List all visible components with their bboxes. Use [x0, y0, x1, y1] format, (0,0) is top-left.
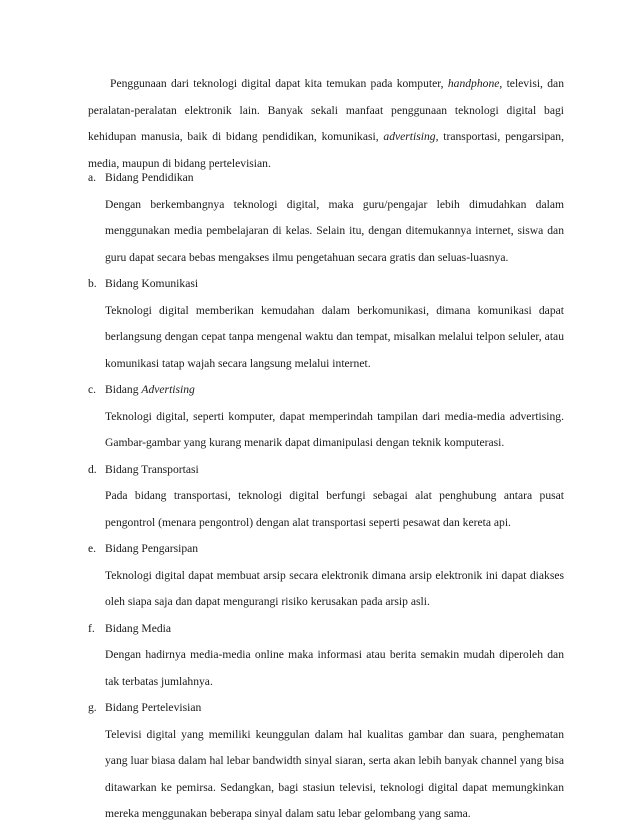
section-title [105, 616, 564, 643]
section-body: Teknologi digital, seperti komputer, dapat memperindah tampilan dari media-media advertising. Gambar-gambar yang kurang menarik dapat dimanipulasi dengan teknik komputerasi. [105, 409, 564, 449]
section-body: Dengan hadirnya media-media online maka informasi atau berita semakin mudah diperoleh dan tak terbatas jumlahnya. [105, 648, 564, 688]
sections-list [88, 165, 564, 828]
section-title [105, 271, 564, 298]
section-title [105, 377, 564, 404]
section-title-text: Bidang Media [105, 621, 172, 635]
section-item-transportasi [88, 457, 564, 537]
section-title [105, 536, 564, 563]
section-marker: g. [88, 701, 97, 714]
section-marker: a. [88, 171, 97, 184]
section-body: Dengan berkembangnya teknologi digital, maka guru/pengajar lebih dimudahkan dalam menggunakan media pembelajaran di kelas. Selain itu, dengan ditemukannya internet, siswa dan guru dapat secara bebas mengakses ilmu pengetahuan secara gratis dan seluas-luasnya. [105, 197, 564, 264]
section-item-pertelevisian [88, 695, 564, 828]
section-marker: f. [88, 621, 95, 635]
intro-advertising-term: advertising [383, 130, 436, 143]
section-item-komunikasi [88, 271, 564, 377]
section-title-text: Bidang Pengarsipan [105, 542, 199, 555]
section-item-advertising [88, 377, 564, 457]
section-title-text: Bidang Komunikasi [105, 277, 199, 290]
section-marker: e. [88, 542, 97, 555]
intro-text-part1: Penggunaan dari teknologi digital dapat kita temukan pada komputer, [110, 77, 448, 90]
section-title-text: Bidang Transportasi [105, 462, 199, 476]
section-body: Pada bidang transportasi, teknologi digital berfungi sebagai alat penghubung antara pusat pengontrol (menara pengontrol) dengan alat transportasi seperti pesawat dan kereta api. [105, 489, 564, 529]
section-title [105, 457, 564, 484]
section-title-italic: Advertising [141, 383, 195, 396]
intro-text-part3: , transportasi, pengarsipan, media, maupun di bidang pertelevisian. [88, 130, 564, 170]
section-title [105, 165, 564, 192]
section-item-pendidikan [88, 165, 564, 271]
section-item-pengarsipan [88, 536, 564, 616]
intro-text-part2: , televisi, dan peralatan-peralatan elektronik lain. Banyak sekali manfaat penggunaan teknologi digital bagi kehidupan manusia, baik di bidang pendidikan, komunikasi, [88, 77, 564, 143]
section-title-text: Bidang [105, 383, 142, 396]
section-title [105, 695, 564, 722]
section-marker: c. [88, 383, 97, 396]
section-body: Teknologi digital memberikan kemudahan dalam berkomunikasi, dimana komunikasi dapat berlangsung dengan cepat tanpa mengenal waktu dan tempat, misalkan melalui telpon seluler, atau komunikasi tatap wajah secara langsung melalui internet. [105, 303, 564, 370]
section-item-media [88, 616, 564, 696]
section-body: Teknologi digital dapat membuat arsip secara elektronik dimana arsip elektronik ini dapat diakses oleh siapa saja dan dapat mengurangi risiko kerusakan pada arsip asli. [105, 568, 564, 608]
section-marker: b. [88, 277, 97, 290]
section-title-text: Bidang Pendidikan [105, 171, 194, 184]
intro-paragraph [88, 71, 564, 177]
intro-handphone-term: handphone [447, 77, 500, 90]
section-body: Televisi digital yang memiliki keunggulan dalam hal kualitas gambar dan suara, penghematan yang luar biasa dalam hal lebar bandwidth sinyal siaran, serta akan lebih banyak channel yang bisa ditawarkan ke pemirsa. Sedangkan, bagi stasiun televisi, teknologi digital dapat memungkinkan mereka menggunakan beberapa sinyal dalam satu lebar gelombang yang sama. [105, 727, 564, 820]
section-title-text: Bidang Pertelevisian [105, 701, 202, 714]
section-marker: d. [88, 462, 97, 476]
